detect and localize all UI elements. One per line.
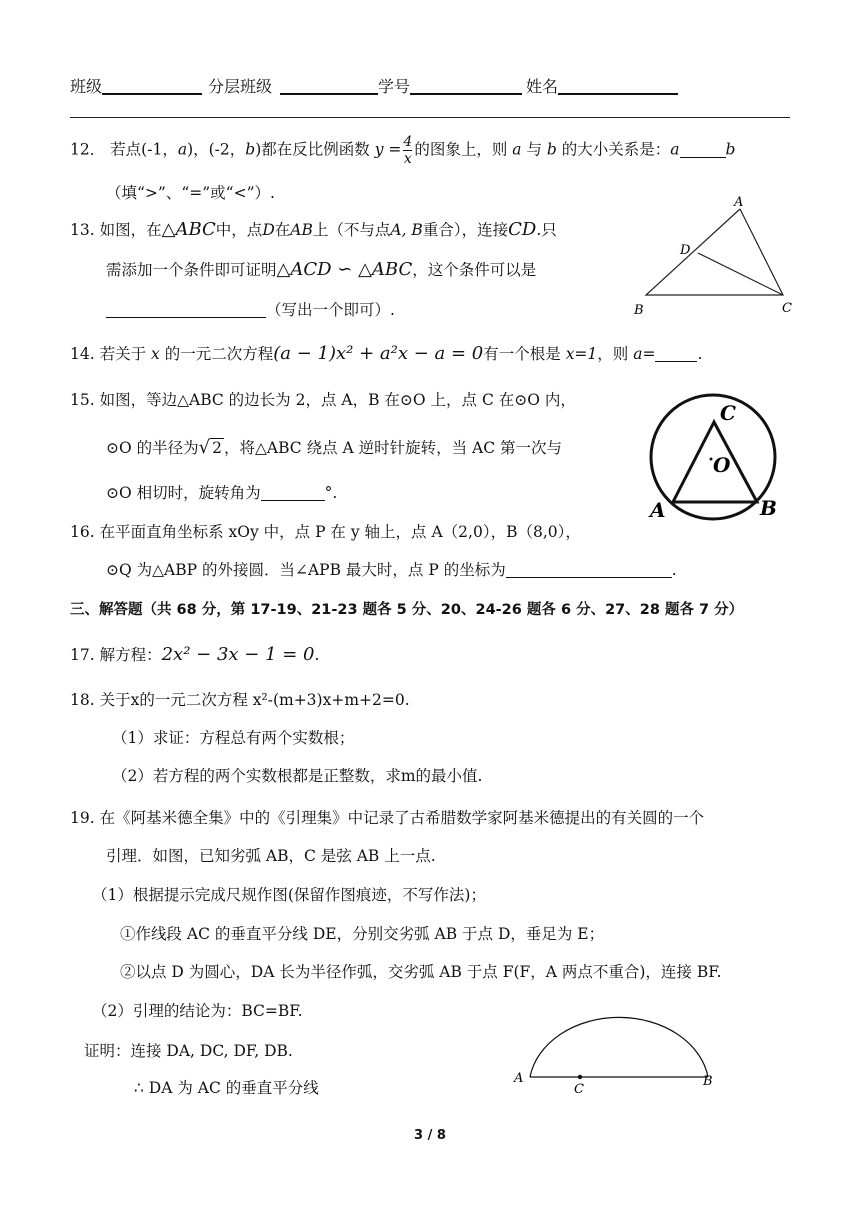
q13-number: 13. xyxy=(70,221,95,239)
q15-number: 15. xyxy=(70,391,95,409)
q13-line1 xyxy=(70,218,557,240)
class-blank[interactable] xyxy=(102,77,202,95)
q12-text: 与 xyxy=(526,140,542,159)
q19-line6: （2）引理的结论为：BC=BF. xyxy=(92,1002,303,1020)
q16-line2 xyxy=(106,558,677,580)
q12-var-a: a xyxy=(512,140,522,159)
q14-equation: (a − 1)x² + a²x − a = 0 xyxy=(273,343,484,364)
q14-var: a= xyxy=(633,345,656,363)
q13-text: （写出一个即可）. xyxy=(266,301,395,319)
q13-var: AB xyxy=(290,221,313,239)
name-label: 姓名 xyxy=(526,77,559,96)
q14-var: x xyxy=(151,345,160,363)
triangle-abc xyxy=(646,209,783,295)
q19-line1 xyxy=(70,806,704,828)
label-a: A xyxy=(734,195,744,210)
q17-number: 17. xyxy=(70,646,95,664)
header-divider xyxy=(70,117,790,118)
q16-line1 xyxy=(70,520,581,542)
fig15-circle xyxy=(640,392,790,522)
q18-number: 18. xyxy=(70,691,95,709)
id-label: 学号 xyxy=(378,77,411,96)
q18-line2: （1）求证：方程总有两个实数根； xyxy=(112,729,355,747)
q19-line2: 引理．如图，已知劣弧 AB，C 是弦 AB 上一点. xyxy=(106,847,436,865)
fraction-numerator: 4 xyxy=(403,134,413,150)
q12-fraction xyxy=(403,134,412,167)
id-blank[interactable] xyxy=(410,77,522,95)
q15-text: ⊙O 的半径为 xyxy=(106,439,199,457)
q13-var: CD xyxy=(508,219,537,240)
header-fields xyxy=(70,74,678,97)
q15-line2: ⊙O 的半径为√ 2 ，将△ABC 绕点 A 逆时针旋转，当 AC 第一次与 xyxy=(106,437,563,458)
q13-text: 中，点 xyxy=(215,221,263,239)
q12-answer-blank[interactable] xyxy=(680,141,726,158)
q16-answer-blank[interactable] xyxy=(506,562,672,579)
label-b: B xyxy=(634,303,644,318)
fraction-denominator: x xyxy=(403,151,412,167)
q13-var: D xyxy=(262,221,275,239)
q14-text: 的一元二次方程 xyxy=(164,345,274,363)
q19-line8: ∴ DA 为 AC 的垂直平分线 xyxy=(134,1079,319,1097)
q15-line1 xyxy=(70,388,576,410)
page-number: 3 / 8 xyxy=(414,1128,446,1143)
label-o: O xyxy=(713,453,731,477)
q13-text: 如图，在 xyxy=(99,221,162,239)
q14-text: 若关于 xyxy=(99,345,147,363)
q13-text: .只 xyxy=(536,221,557,239)
q14-text: 有一个根是 xyxy=(483,345,561,363)
q17-line xyxy=(70,643,319,665)
q14-text: ，则 xyxy=(597,345,629,363)
q16-number: 16. xyxy=(70,523,95,541)
q12-text: )都在反比例函数 xyxy=(255,140,370,159)
fig13-triangle xyxy=(628,192,798,322)
label-b: B xyxy=(760,496,777,520)
class-label: 班级 xyxy=(70,77,103,96)
q18-text: 关于x的一元二次方程 x²-(m+3)x+m+2=0. xyxy=(99,691,410,709)
q12-text: 的大小关系是： xyxy=(561,140,671,159)
q12-var-a: a xyxy=(177,140,188,159)
q15-text: ⊙O 相切时，旋转角为 xyxy=(106,484,261,502)
q15-line3 xyxy=(106,481,337,503)
label-c: C xyxy=(574,1082,584,1097)
q14-line xyxy=(70,342,702,364)
q19-line3: （1）根据提示完成尺规作图(保留作图痕迹，不写作法)； xyxy=(92,886,486,904)
q12-line2: （填“>”、“=”或“<”）. xyxy=(106,184,275,202)
q13-answer-blank[interactable] xyxy=(106,302,266,319)
q12-number: 12． xyxy=(70,140,106,159)
q12-eq: y = xyxy=(374,140,402,159)
q15-text: 如图，等边△ABC 的边长为 2，点 A，B 在⊙O 上，点 C 在⊙O 内， xyxy=(99,391,576,409)
q14-number: 14. xyxy=(70,345,95,363)
q13-line2 xyxy=(106,258,536,280)
q14-text: . xyxy=(697,345,703,363)
q13-triangle: △ABC xyxy=(161,219,216,240)
label-d: D xyxy=(680,243,691,258)
q17-equation: 2x² − 3x − 1 = 0 xyxy=(161,644,315,665)
q16-text: ⊙Q 为△ABP 的外接圆．当∠APB 最大时，点 P 的坐标为 xyxy=(106,561,506,579)
q13-text: ，这个条件可以是 xyxy=(412,261,537,279)
q12-var-b: b xyxy=(725,140,736,159)
q13-text: 在 xyxy=(274,221,291,239)
q13-similarity: △ACD ∽ △ABC xyxy=(276,259,413,280)
q12-text: 的图象上，则 xyxy=(414,140,508,159)
point-c xyxy=(578,1075,582,1079)
q19-line5: ②以点 D 为圆心，DA 长为半径作弧，交劣弧 AB 于点 F(F，A 两点不重合)，连接 BF. xyxy=(120,963,722,981)
fig19-arc xyxy=(510,1005,730,1100)
q19-text: 在《阿基米德全集》中的《引理集》中记录了古希腊数学家阿基米德提出的有关圆的一个 xyxy=(99,809,705,827)
q16-text: . xyxy=(671,561,677,579)
segment-cd xyxy=(698,253,783,295)
tier-label: 分层班级 xyxy=(208,77,273,96)
q17-text: . xyxy=(314,646,320,664)
q15-text: ，将△ABC 绕点 A 逆时针旋转，当 AC 第一次与 xyxy=(223,439,563,457)
q12-var-a: a xyxy=(670,140,680,159)
label-a: A xyxy=(514,1071,524,1086)
label-c: C xyxy=(782,301,792,316)
q13-text: 需添加一个条件即可证明 xyxy=(106,261,277,279)
q19-line4: ①作线段 AC 的垂直平分线 DE，分别交劣弧 AB 于点 D，垂足为 E； xyxy=(120,925,605,943)
section-heading: 三、解答题（共 68 分，第 17-19、21-23 题各 5 分、20、24-26 题各 6 分、27、28 题各 7 分） xyxy=(70,602,744,618)
q16-text: 在平面直角坐标系 xOy 中，点 P 在 y 轴上，点 A（2,0），B（8,0）， xyxy=(99,523,581,541)
label-b: B xyxy=(703,1074,713,1089)
tier-blank[interactable] xyxy=(280,77,378,95)
label-c: C xyxy=(720,401,736,425)
q19-line7: 证明：连接 DA, DC, DF, DB. xyxy=(84,1042,293,1060)
q13-var: A, B xyxy=(390,221,423,239)
q18-line3: （2）若方程的两个实数根都是正整数，求m的最小值. xyxy=(112,767,483,785)
q15-text: °. xyxy=(324,484,338,502)
q17-text: 解方程： xyxy=(99,646,162,664)
q13-text: 重合），连接 xyxy=(422,221,509,239)
q12-text: )，(-2， xyxy=(187,140,246,159)
q14-answer-blank[interactable] xyxy=(655,346,697,363)
q13-line3 xyxy=(106,298,395,320)
q12-var-b: b xyxy=(546,140,557,159)
q15-answer-blank[interactable] xyxy=(261,485,325,502)
q13-text: 上（不与点 xyxy=(312,221,391,239)
q12-var-b: b xyxy=(245,140,256,159)
label-a: A xyxy=(650,498,666,522)
arc-ab xyxy=(530,1017,708,1077)
q12-line1 xyxy=(70,134,735,167)
name-blank[interactable] xyxy=(558,77,678,95)
q18-line1 xyxy=(70,688,410,710)
q14-root: x=1 xyxy=(565,345,598,363)
q19-number: 19. xyxy=(70,809,95,827)
q15-sqrt: 2 xyxy=(212,439,222,457)
q12-text: 若点(-1， xyxy=(110,140,178,159)
